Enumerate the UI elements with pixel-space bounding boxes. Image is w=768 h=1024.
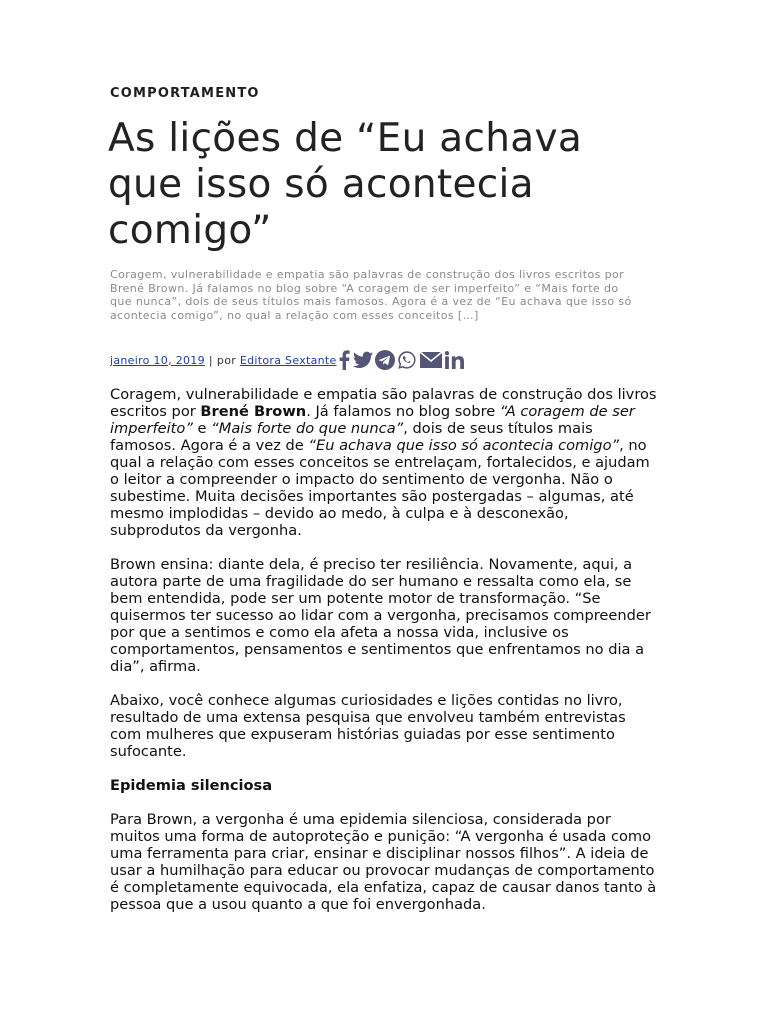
whatsapp-icon[interactable]	[397, 350, 417, 370]
category-label[interactable]: COMPORTAMENTO	[110, 86, 260, 101]
paragraph-text: , dois de seus títulos mais famosos. Agora é a vez de	[110, 420, 593, 454]
article-excerpt: Coragem, vulnerabilidade e empatia são palavras de construção dos livros escritos por Brené Brown. Já falamos no blog sobre “A coragem de ser imperfeito” e “Mais forte do que nunca”, dois de seus títulos mais famosos. Agora é a vez de “Eu achava que isso só acontecia comigo”, no qual a relação com esses conceitos […]	[110, 268, 632, 322]
body-paragraph-2: Brown ensina: diante dela, é preciso ter resiliência. Novamente, aqui, a autora parte de uma fragilidade do ser humano e ressalta como ela, se bem entendida, pode ser um potente motor de transformação. “Se quisermos ter sucesso ao lidar com a vergonha, precisamos compreender por que a sentimos e como ela afeta a nossa vida, inclusive os comportamentos, pensamentos e sentimentos que enfrentamos no dia a dia”, afirma.	[110, 556, 651, 675]
paragraph-text: e	[192, 420, 212, 437]
date-link[interactable]: janeiro 10, 2019	[110, 353, 205, 367]
book-title: “Eu achava que isso só acontecia comigo”	[308, 437, 620, 454]
twitter-icon[interactable]	[353, 351, 373, 369]
paragraph-text: , no qual a relação com esses conceitos se entrelaçam, fortalecidos, e ajudam o leitor a compreender o impacto do sentimento de vergonha. Não o subestime. Muita decisões importantes são postergadas – algumas, até mesmo implodidas – devido ao medo, à culpa e à desconexão, subprodutos da vergonha.	[110, 437, 650, 539]
facebook-icon[interactable]	[337, 350, 351, 370]
linkedin-icon[interactable]	[445, 351, 465, 369]
author-name: Brené Brown	[200, 403, 307, 420]
telegram-icon[interactable]	[375, 350, 395, 370]
body-paragraph-1	[110, 386, 658, 539]
share-buttons	[337, 350, 465, 370]
paragraph-text: Coragem, vulnerabilidade e empatia são palavras de construção dos livros escritos por	[110, 386, 657, 420]
section-heading: Epidemia silenciosa	[110, 777, 273, 794]
email-icon[interactable]	[419, 351, 443, 369]
by-label: por	[216, 353, 237, 367]
book-title: “Mais forte do que nunca”	[211, 420, 404, 437]
body-paragraph-4: Para Brown, a vergonha é uma epidemia silenciosa, considerada por muitos uma forma de autoproteção e punição: “A vergonha é usada como uma ferramenta para criar, ensinar e disciplinar nossos filhos”. A ideia de usar a humilhação para educar ou provocar mudanças de comportamento é completamente equivocada, ela enfatiza, capaz de causar danos tanto à pessoa que a usou quanto a que foi envergonhada.	[110, 811, 657, 913]
body-paragraph-3: Abaixo, você conhece algumas curiosidades e lições contidas no livro, resultado de uma extensa pesquisa que envolveu também entrevistas com mulheres que expuseram histórias guiadas por esse sentimento sufocante.	[110, 692, 626, 760]
author-link[interactable]: Editora Sextante	[239, 353, 337, 367]
article-body	[110, 386, 658, 930]
article-meta	[110, 349, 465, 371]
article-title: As lições de “Eu achava que isso só acontecia comigo”	[108, 116, 583, 253]
paragraph-text: . Já falamos no blog sobre	[306, 403, 500, 420]
book-title: “A coragem de ser imperfeito”	[110, 403, 635, 437]
meta-separator: |	[208, 353, 213, 367]
